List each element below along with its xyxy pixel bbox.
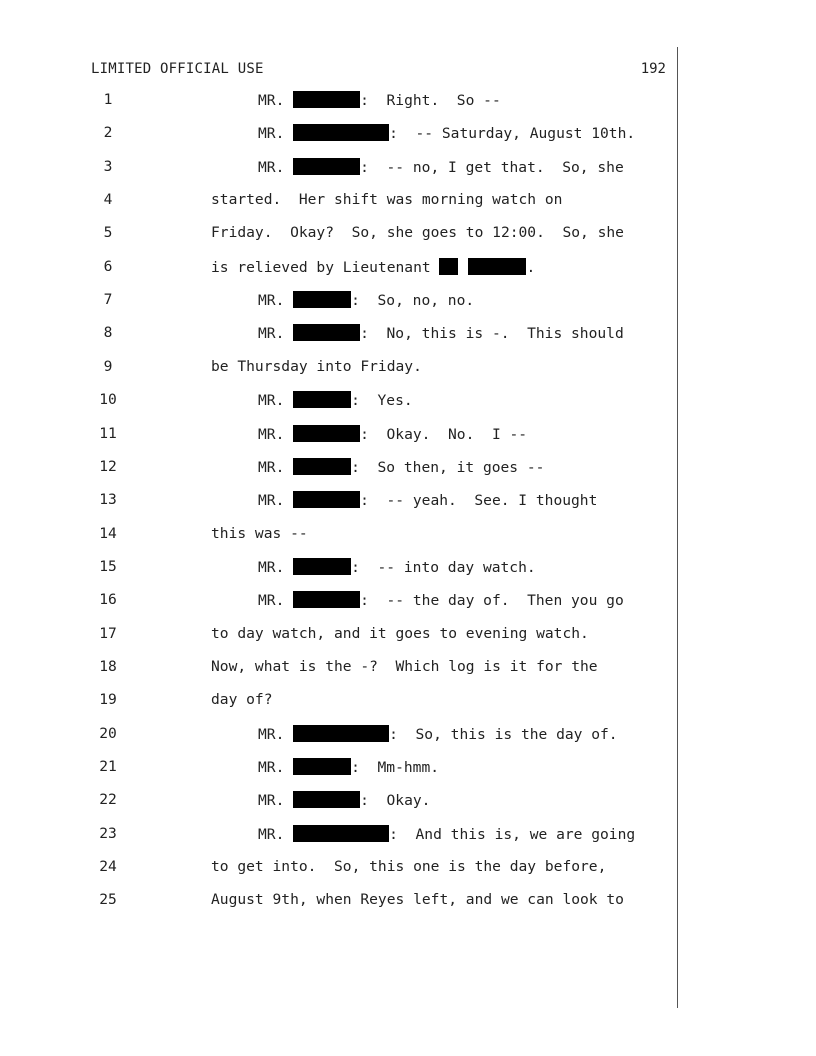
- speech-text: : So then, it goes --: [351, 458, 545, 476]
- speech-text: Now, what is the -? Which log is it for the: [211, 657, 598, 675]
- line-text: [211, 858, 673, 875]
- speech-text: : -- Saturday, August 10th.: [389, 125, 636, 143]
- speech-text: this was --: [211, 524, 308, 542]
- speech-text: : -- no, I get that. So, she: [360, 158, 624, 176]
- line-number: 14: [99, 524, 117, 542]
- line-text: [258, 558, 720, 576]
- transcript-line: [0, 291, 816, 315]
- line-number: 5: [103, 224, 113, 242]
- speaker-title: MR.: [258, 725, 294, 743]
- classification-header: LIMITED OFFICIAL USE: [91, 61, 264, 77]
- redaction-block: [293, 791, 360, 808]
- transcript-line: [0, 825, 816, 849]
- transcript-line: [0, 358, 816, 382]
- transcript-line: [0, 691, 816, 715]
- speech-text: Friday. Okay? So, she goes to 12:00. So, she: [211, 224, 624, 242]
- line-number: 12: [99, 457, 117, 475]
- speaker-title: MR.: [258, 558, 294, 576]
- transcript-line: [0, 324, 816, 348]
- line-text: [258, 324, 720, 342]
- line-number: 10: [99, 391, 117, 409]
- speech-text: be Thursday into Friday.: [211, 357, 422, 375]
- redaction-block: [293, 825, 389, 842]
- line-text: [258, 124, 720, 142]
- speech-text: : -- into day watch.: [351, 558, 536, 576]
- transcript-line: [0, 658, 816, 682]
- line-text: [258, 591, 720, 609]
- speaker-title: MR.: [258, 825, 294, 843]
- line-number: 3: [103, 157, 113, 175]
- speech-text: : No, this is -. This should: [360, 325, 624, 343]
- speech-suffix: .: [526, 258, 536, 276]
- speaker-title: MR.: [258, 158, 294, 176]
- transcript-line: [0, 758, 816, 782]
- speech-text: to get into. So, this one is the day before,: [211, 858, 607, 876]
- redaction-block: [293, 558, 351, 575]
- redaction-block: [293, 391, 351, 408]
- redaction-block: [293, 324, 360, 341]
- transcript-line: [0, 391, 816, 415]
- speaker-title: MR.: [258, 292, 294, 310]
- redaction-block: [293, 491, 360, 508]
- line-number: 21: [99, 758, 117, 775]
- redaction-block: [439, 258, 458, 275]
- line-text: [258, 725, 720, 743]
- speech-text: : Okay.: [360, 792, 431, 810]
- line-number: 4: [103, 191, 113, 209]
- speech-text: is relieved by Lieutenant: [211, 258, 440, 276]
- redaction-block: [293, 291, 351, 308]
- speech-text: August 9th, when Reyes left, and we can look to: [211, 891, 624, 909]
- line-number: 15: [99, 557, 117, 575]
- line-number: 25: [99, 891, 117, 909]
- line-number: 13: [99, 491, 117, 509]
- line-number: 7: [103, 291, 113, 309]
- speaker-title: MR.: [258, 392, 294, 410]
- line-number: 11: [99, 424, 117, 442]
- redaction-block: [293, 158, 360, 175]
- redaction-block: [293, 425, 360, 442]
- transcript-line: [0, 891, 816, 915]
- speech-text: : Mm-hmm.: [351, 759, 440, 776]
- transcript-line: [0, 458, 816, 482]
- line-text: [258, 791, 720, 809]
- line-number: 20: [99, 724, 117, 742]
- line-text: [258, 158, 720, 176]
- line-number: 9: [103, 357, 113, 375]
- line-text: [211, 258, 673, 276]
- line-text: [258, 758, 720, 776]
- speech-text: : And this is, we are going: [389, 825, 636, 843]
- line-text: [211, 891, 673, 908]
- transcript-line: [0, 191, 816, 215]
- line-text: [258, 458, 720, 476]
- line-text: [258, 491, 720, 509]
- speaker-title: MR.: [258, 325, 294, 343]
- redaction-block: [293, 458, 351, 475]
- line-number: 19: [99, 691, 117, 709]
- line-text: [258, 391, 720, 409]
- line-text: [211, 691, 673, 708]
- speaker-title: MR.: [258, 125, 294, 143]
- redaction-block: [293, 124, 389, 141]
- transcript-line: [0, 625, 816, 649]
- line-number: 24: [99, 858, 117, 876]
- transcript-line: [0, 158, 816, 182]
- speech-text: : So, this is the day of.: [389, 725, 618, 743]
- line-number: 23: [99, 824, 117, 842]
- redaction-block: [293, 725, 389, 742]
- redaction-block: [293, 91, 360, 108]
- line-number: 2: [103, 124, 113, 142]
- redaction-block: [293, 591, 360, 608]
- transcript-line: [0, 224, 816, 248]
- line-text: [211, 358, 673, 375]
- line-text: [211, 625, 673, 642]
- transcript-line: [0, 558, 816, 582]
- line-text: [258, 425, 720, 443]
- line-text: [211, 658, 673, 675]
- line-number: 8: [103, 324, 113, 342]
- redaction-block: [293, 758, 351, 775]
- line-text: [258, 825, 720, 843]
- speaker-title: MR.: [258, 492, 294, 510]
- transcript-line: [0, 725, 816, 749]
- speech-text: : Yes.: [351, 392, 413, 410]
- line-text: [258, 91, 720, 109]
- transcript-line: [0, 491, 816, 515]
- line-number: 18: [99, 657, 117, 675]
- speaker-title: MR.: [258, 759, 294, 776]
- line-text: [211, 191, 673, 208]
- speaker-title: MR.: [258, 425, 294, 443]
- speech-text: : Okay. No. I --: [360, 425, 528, 443]
- line-number: 16: [99, 591, 117, 609]
- transcript-line: [0, 791, 816, 815]
- speech-text: : -- the day of. Then you go: [360, 592, 624, 610]
- speaker-title: MR.: [258, 458, 294, 476]
- line-number: 6: [103, 257, 113, 275]
- line-number: 17: [99, 624, 117, 642]
- speech-text: day of?: [211, 691, 273, 709]
- transcript-line: [0, 425, 816, 449]
- line-text: [258, 291, 720, 309]
- transcript-line: [0, 91, 816, 115]
- line-number: 1: [103, 91, 113, 108]
- transcript-line: [0, 525, 816, 549]
- speaker-title: MR.: [258, 792, 294, 810]
- redaction-block: [468, 258, 526, 275]
- speech-text: : Right. So --: [360, 92, 501, 109]
- speech-text: to day watch, and it goes to evening watch.: [211, 624, 589, 642]
- transcript-line: [0, 258, 816, 282]
- line-text: [211, 224, 673, 241]
- transcript-line: [0, 858, 816, 882]
- page-number: 192: [640, 61, 666, 77]
- transcript-line: [0, 591, 816, 615]
- speaker-title: MR.: [258, 92, 294, 109]
- line-text: [211, 525, 673, 542]
- speech-text: : -- yeah. See. I thought: [360, 492, 598, 510]
- line-number: 22: [99, 791, 117, 809]
- speech-text: started. Her shift was morning watch on: [211, 191, 563, 209]
- speaker-title: MR.: [258, 592, 294, 610]
- speech-text: : So, no, no.: [351, 292, 475, 310]
- transcript-line: [0, 124, 816, 148]
